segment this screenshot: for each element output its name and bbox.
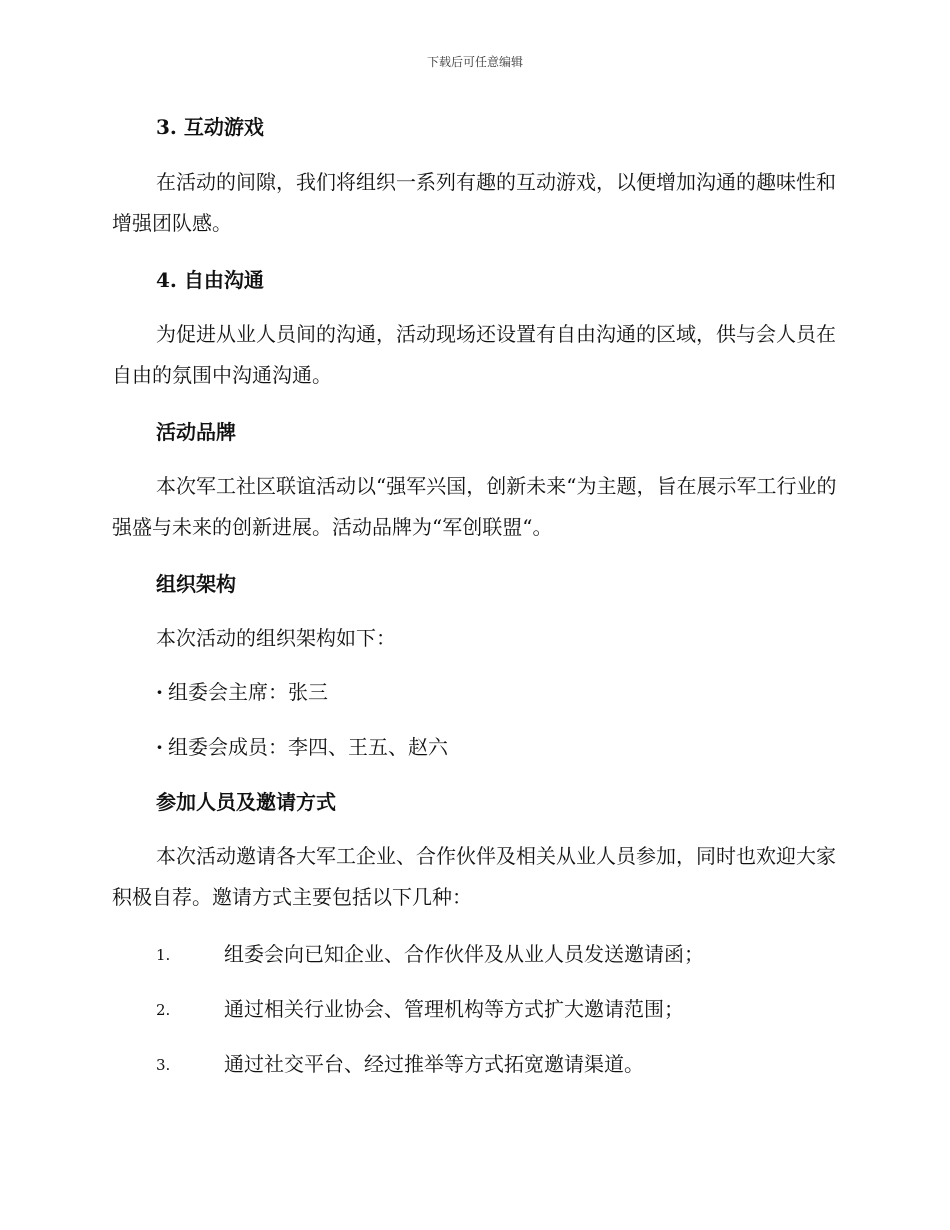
list-item <box>156 940 856 968</box>
page-header: 下载后可任意编辑 <box>426 55 523 69</box>
paragraph-free-communication: 为促进从业人员间的沟通，活动现场还设置有自由沟通的区域，供与会人员在自由的氛围中沟通沟通。 <box>112 322 836 387</box>
list-text: 通过相关行业协会、管理机构等方式扩大邀请范围； <box>224 997 684 1021</box>
bullet-dot-icon: · <box>156 680 163 704</box>
list-number: 3. <box>156 1056 171 1074</box>
paragraph-participants: 本次活动邀请各大军工企业、合作伙伴及相关从业人员参加，同时也欢迎大家积极自荐。邀请方式主要包括以下几种： <box>112 844 836 909</box>
section-heading-participants: 参加人员及邀请方式 <box>156 790 336 814</box>
bullet-item <box>156 733 448 761</box>
list-text: 组委会向已知企业、合作伙伴及从业人员发送邀请函； <box>224 942 704 966</box>
bullet-item <box>156 678 328 706</box>
section-heading-organization: 组织架构 <box>156 572 236 596</box>
bullet-text: 组委会主席：张三 <box>168 680 328 704</box>
section-heading-event-brand: 活动品牌 <box>156 420 236 444</box>
bullet-dot-icon: · <box>156 735 163 759</box>
bullet-text: 组委会成员：李四、王五、赵六 <box>168 735 448 759</box>
section-heading-free-communication: 4. 自由沟通 <box>156 268 264 292</box>
section-heading-interactive-games: 3. 互动游戏 <box>156 115 264 139</box>
list-text: 通过社交平台、经过推举等方式拓宽邀请渠道。 <box>224 1052 644 1076</box>
paragraph-event-brand: 本次军工社区联谊活动以“强军兴国，创新未来“为主题，旨在展示军工行业的强盛与未来的创新进展。活动品牌为“军创联盟“。 <box>112 474 837 539</box>
list-item <box>156 1050 856 1078</box>
list-number: 1. <box>156 946 171 964</box>
list-item <box>156 995 856 1023</box>
list-number: 2. <box>156 1001 171 1019</box>
paragraph-interactive-games: 在活动的间隙，我们将组织一系列有趣的互动游戏，以便增加沟通的趣味性和增强团队感。 <box>112 170 836 235</box>
paragraph-organization: 本次活动的组织架构如下： <box>156 626 396 650</box>
